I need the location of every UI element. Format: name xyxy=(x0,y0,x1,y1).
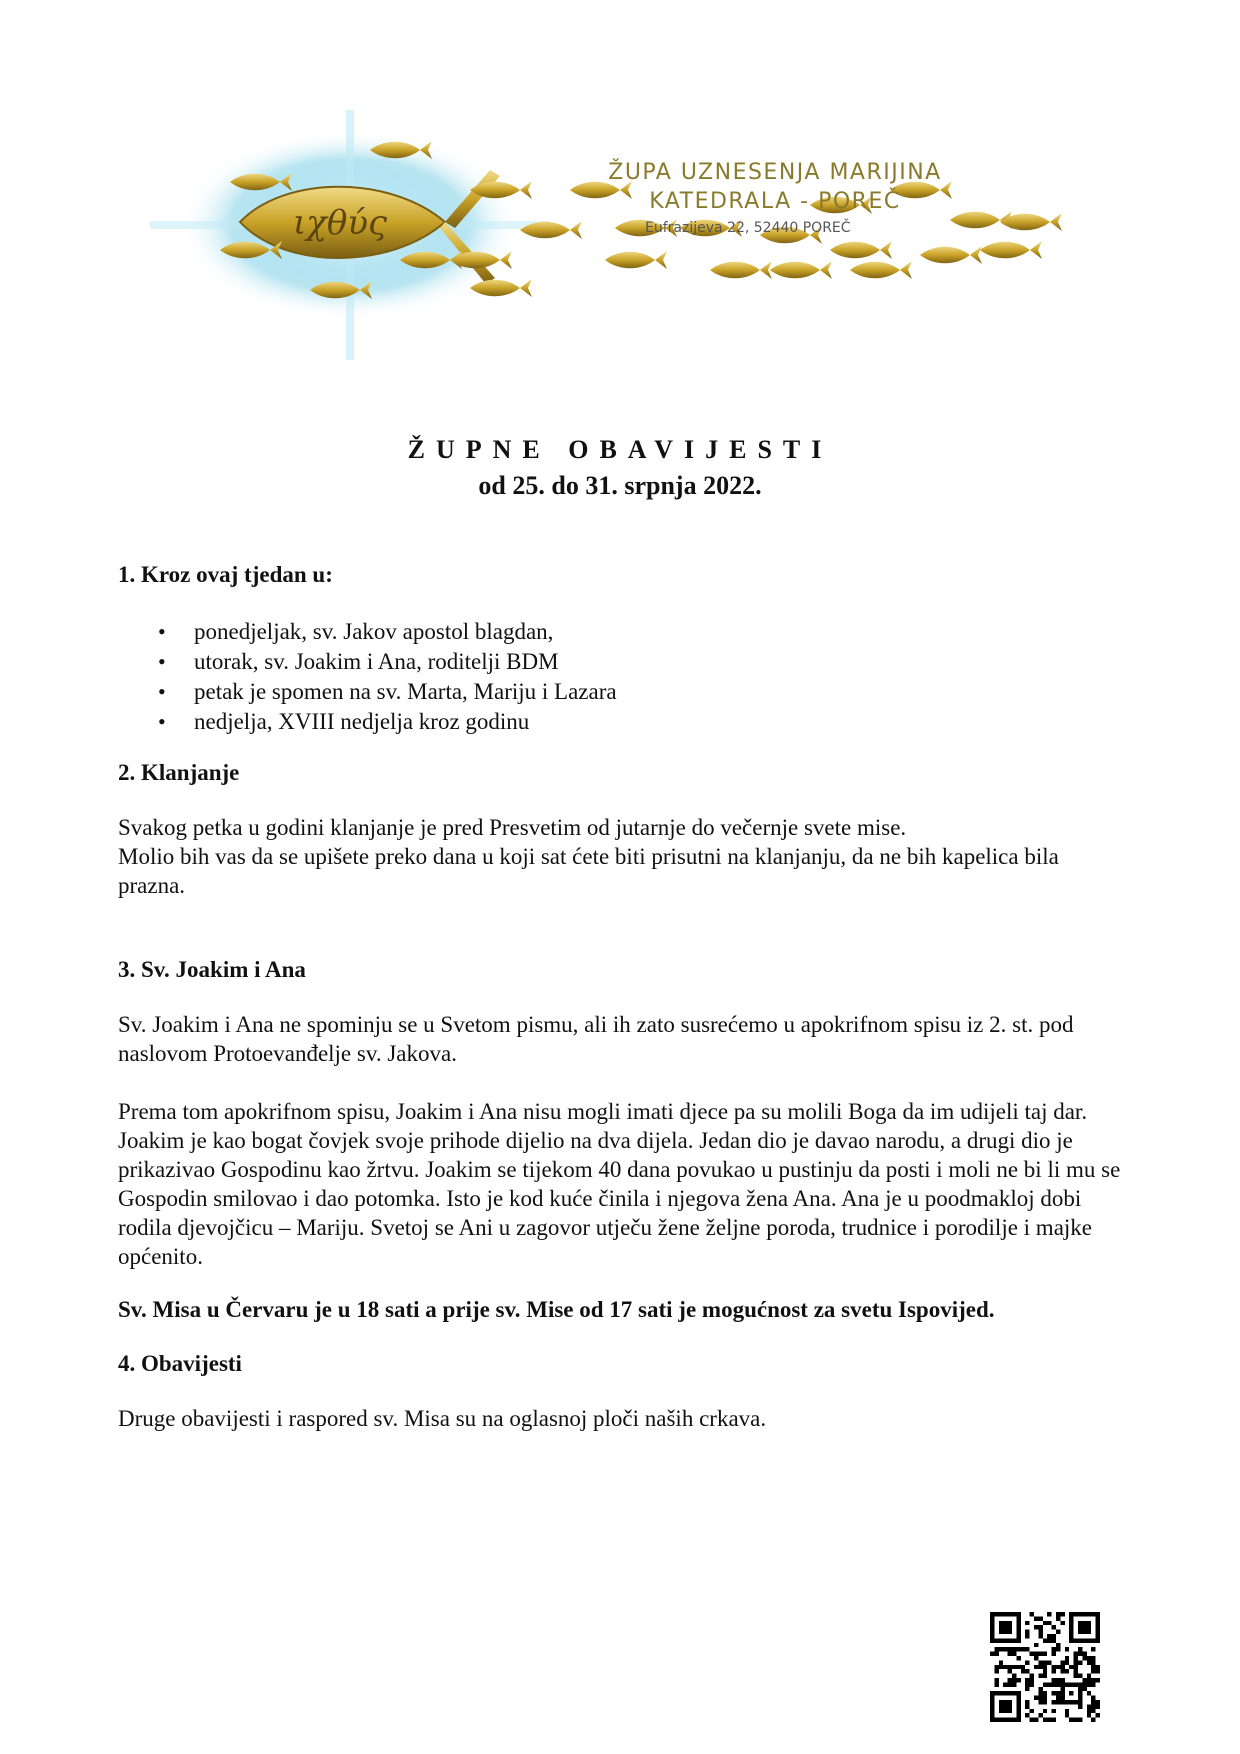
paragraph: Sv. Joakim i Ana ne spominju se u Svetom pismu, ali ih zato susrećemo u apokrifnom spisu iz 2. st. pod naslovom Protoevanđelje sv. Jakova. xyxy=(118,1012,1074,1066)
list-item: • petak je spomen na sv. Marta, Mariju i Lazara xyxy=(194,677,1128,707)
qr-code xyxy=(990,1612,1100,1722)
list-item: • ponedjeljak, sv. Jakov apostol blagdan, xyxy=(194,617,1128,647)
parish-subtitle: KATEDRALA - POREČ xyxy=(649,189,901,214)
section-heading: 2. Klanjanje xyxy=(118,760,240,785)
logo-text: ιχθύς xyxy=(292,203,388,243)
parish-name: ŽUPA UZNESENJA MARIJINA xyxy=(608,160,942,185)
confession-note: Sv. Misa u Červaru je u 18 sati a prije sv. Mise od 17 sati je mogućnost za svetu Ispovijed. xyxy=(118,1297,995,1322)
weekly-feasts-list xyxy=(118,617,1128,737)
parish-header xyxy=(150,110,1100,360)
section-heading: 4. Obavijesti xyxy=(118,1351,242,1376)
title-block xyxy=(0,432,1240,504)
parish-text-block xyxy=(585,158,965,236)
announcements-content xyxy=(118,560,1128,1433)
section-heading: 3. Sv. Joakim i Ana xyxy=(118,957,306,982)
list-item: • nedjelja, XVIII nedjelja kroz godinu xyxy=(194,707,1128,737)
page-title: ŽUPNE OBAVIJESTI xyxy=(407,435,833,464)
section-heading: 1. Kroz ovaj tjedan u: xyxy=(118,562,333,587)
paragraph: Molio bih vas da se upišete preko dana u koji sat ćete biti prisutni na klanjanju, da ne bih kapelica bila prazna. xyxy=(118,844,1059,898)
parish-address: Eufrazijeva 22, 52440 POREČ xyxy=(645,220,851,236)
paragraph: Prema tom apokrifnom spisu, Joakim i Ana nisu mogli imati djece pa su molili Boga da im udijeli taj dar. Joakim je kao bogat čovjek svoje prihode dijelio na dva dijela. Jedan dio je davao narodu, a drugi dio je prikazivao Gospodinu kao žrtvu. Joakim se tijekom 40 dana povukao u pustinju da posti i moli ne bi li mu se Gospodin smilovao i dao potomka. Isto je kod kuće činila i njegova žena Ana. Ana je u poodmakloj dobi rodila djevojčicu – Mariju. Svetoj se Ani u zagovor utječu žene željne poroda, trudnice i porodilje i majke općenito. xyxy=(118,1099,1121,1269)
paragraph: Druge obavijesti i raspored sv. Misa su na oglasnoj ploči naših crkava. xyxy=(118,1406,767,1431)
page-subtitle: od 25. do 31. srpnja 2022. xyxy=(478,471,762,500)
list-item: • utorak, sv. Joakim i Ana, roditelji BDM xyxy=(194,647,1128,677)
paragraph: Svakog petka u godini klanjanje je pred Presvetim od jutarnje do večernje svete mise. xyxy=(118,815,907,840)
